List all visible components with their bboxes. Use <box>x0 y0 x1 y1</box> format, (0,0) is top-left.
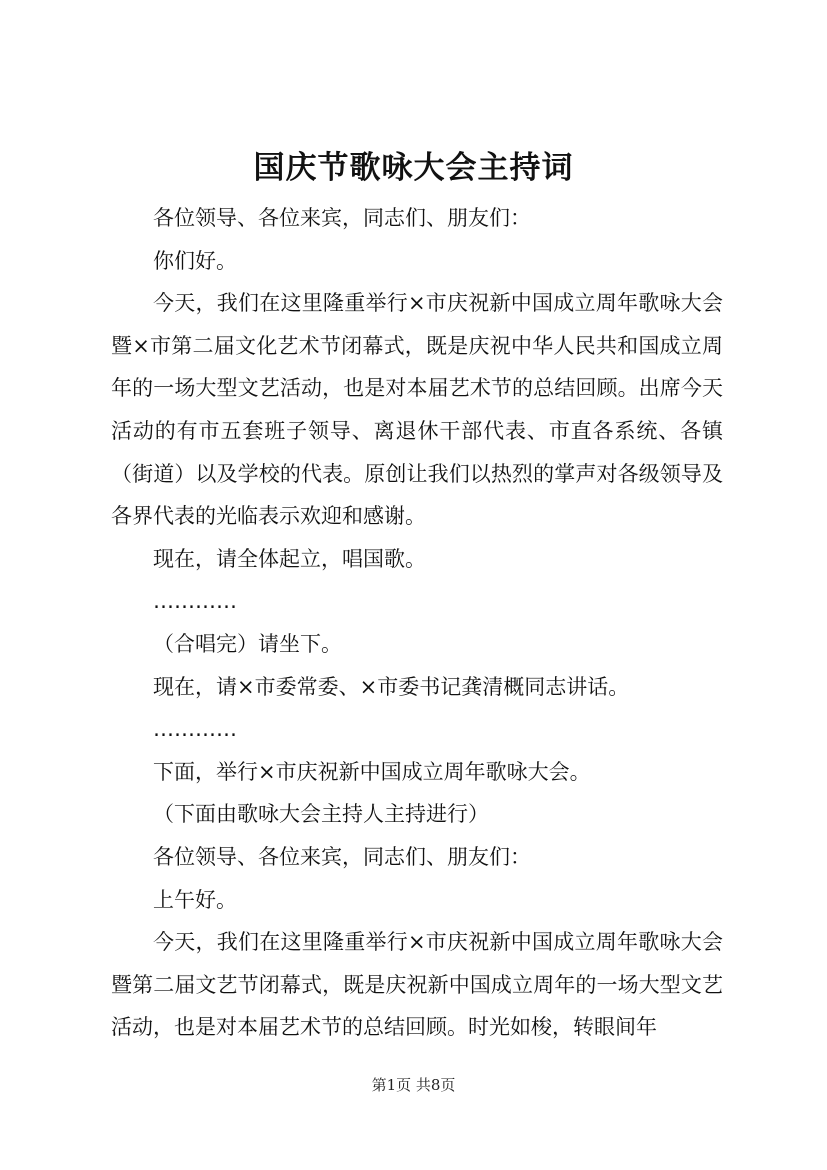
paragraph-speech: 现在，请×市委常委、×市委书记龚清概同志讲话。 <box>153 674 630 699</box>
ellipsis-line: ………… <box>153 589 237 614</box>
document-body <box>111 197 723 1049</box>
ellipsis-line: ………… <box>153 717 237 742</box>
paragraph-greeting: 各位领导、各位来宾，同志们、朋友们： <box>153 206 531 230</box>
paragraph-sit-down: （合唱完）请坐下。 <box>153 631 342 656</box>
document-title: 国庆节歌咏大会主持词 <box>253 150 574 186</box>
paragraph-song-festival: 下面，举行×市庆祝新中国成立周年歌咏大会。 <box>153 759 591 784</box>
paragraph-anthem: 现在，请全体起立，唱国歌。 <box>153 546 426 571</box>
paragraph-greeting-2: 各位领导、各位来宾，同志们、朋友们： <box>153 844 531 869</box>
paragraph-good-morning: 上午好。 <box>153 887 237 912</box>
paragraph-hello: 你们好。 <box>153 248 237 273</box>
paragraph-host-note: （下面由歌咏大会主持人主持进行） <box>153 802 489 827</box>
paragraph-opening: 今天，我们在这里隆重举行×市庆祝新中国成立周年歌咏大会暨×市第二届文化艺术节闭幕式，既是庆祝中华人民共和国成立周年的一场大型文艺活动，也是对本届艺术节的总结回顾。出席今天活动的有市五套班子领导、离退休干部代表、市直各系统、各镇（街道）以及学校的代表。原创让我们以热烈的掌声对各级领导及各界代表的光临表示欢迎和感谢。 <box>111 291 723 529</box>
page-footer: 第1页 共8页 <box>371 1076 456 1094</box>
paragraph-opening-2: 今天，我们在这里隆重举行×市庆祝新中国成立周年歌咏大会暨第二届文艺节闭幕式，既是庆祝新中国成立周年的一场大型文艺活动，也是对本届艺术节的总结回顾。时光如梭，转眼间年 <box>111 930 723 1040</box>
